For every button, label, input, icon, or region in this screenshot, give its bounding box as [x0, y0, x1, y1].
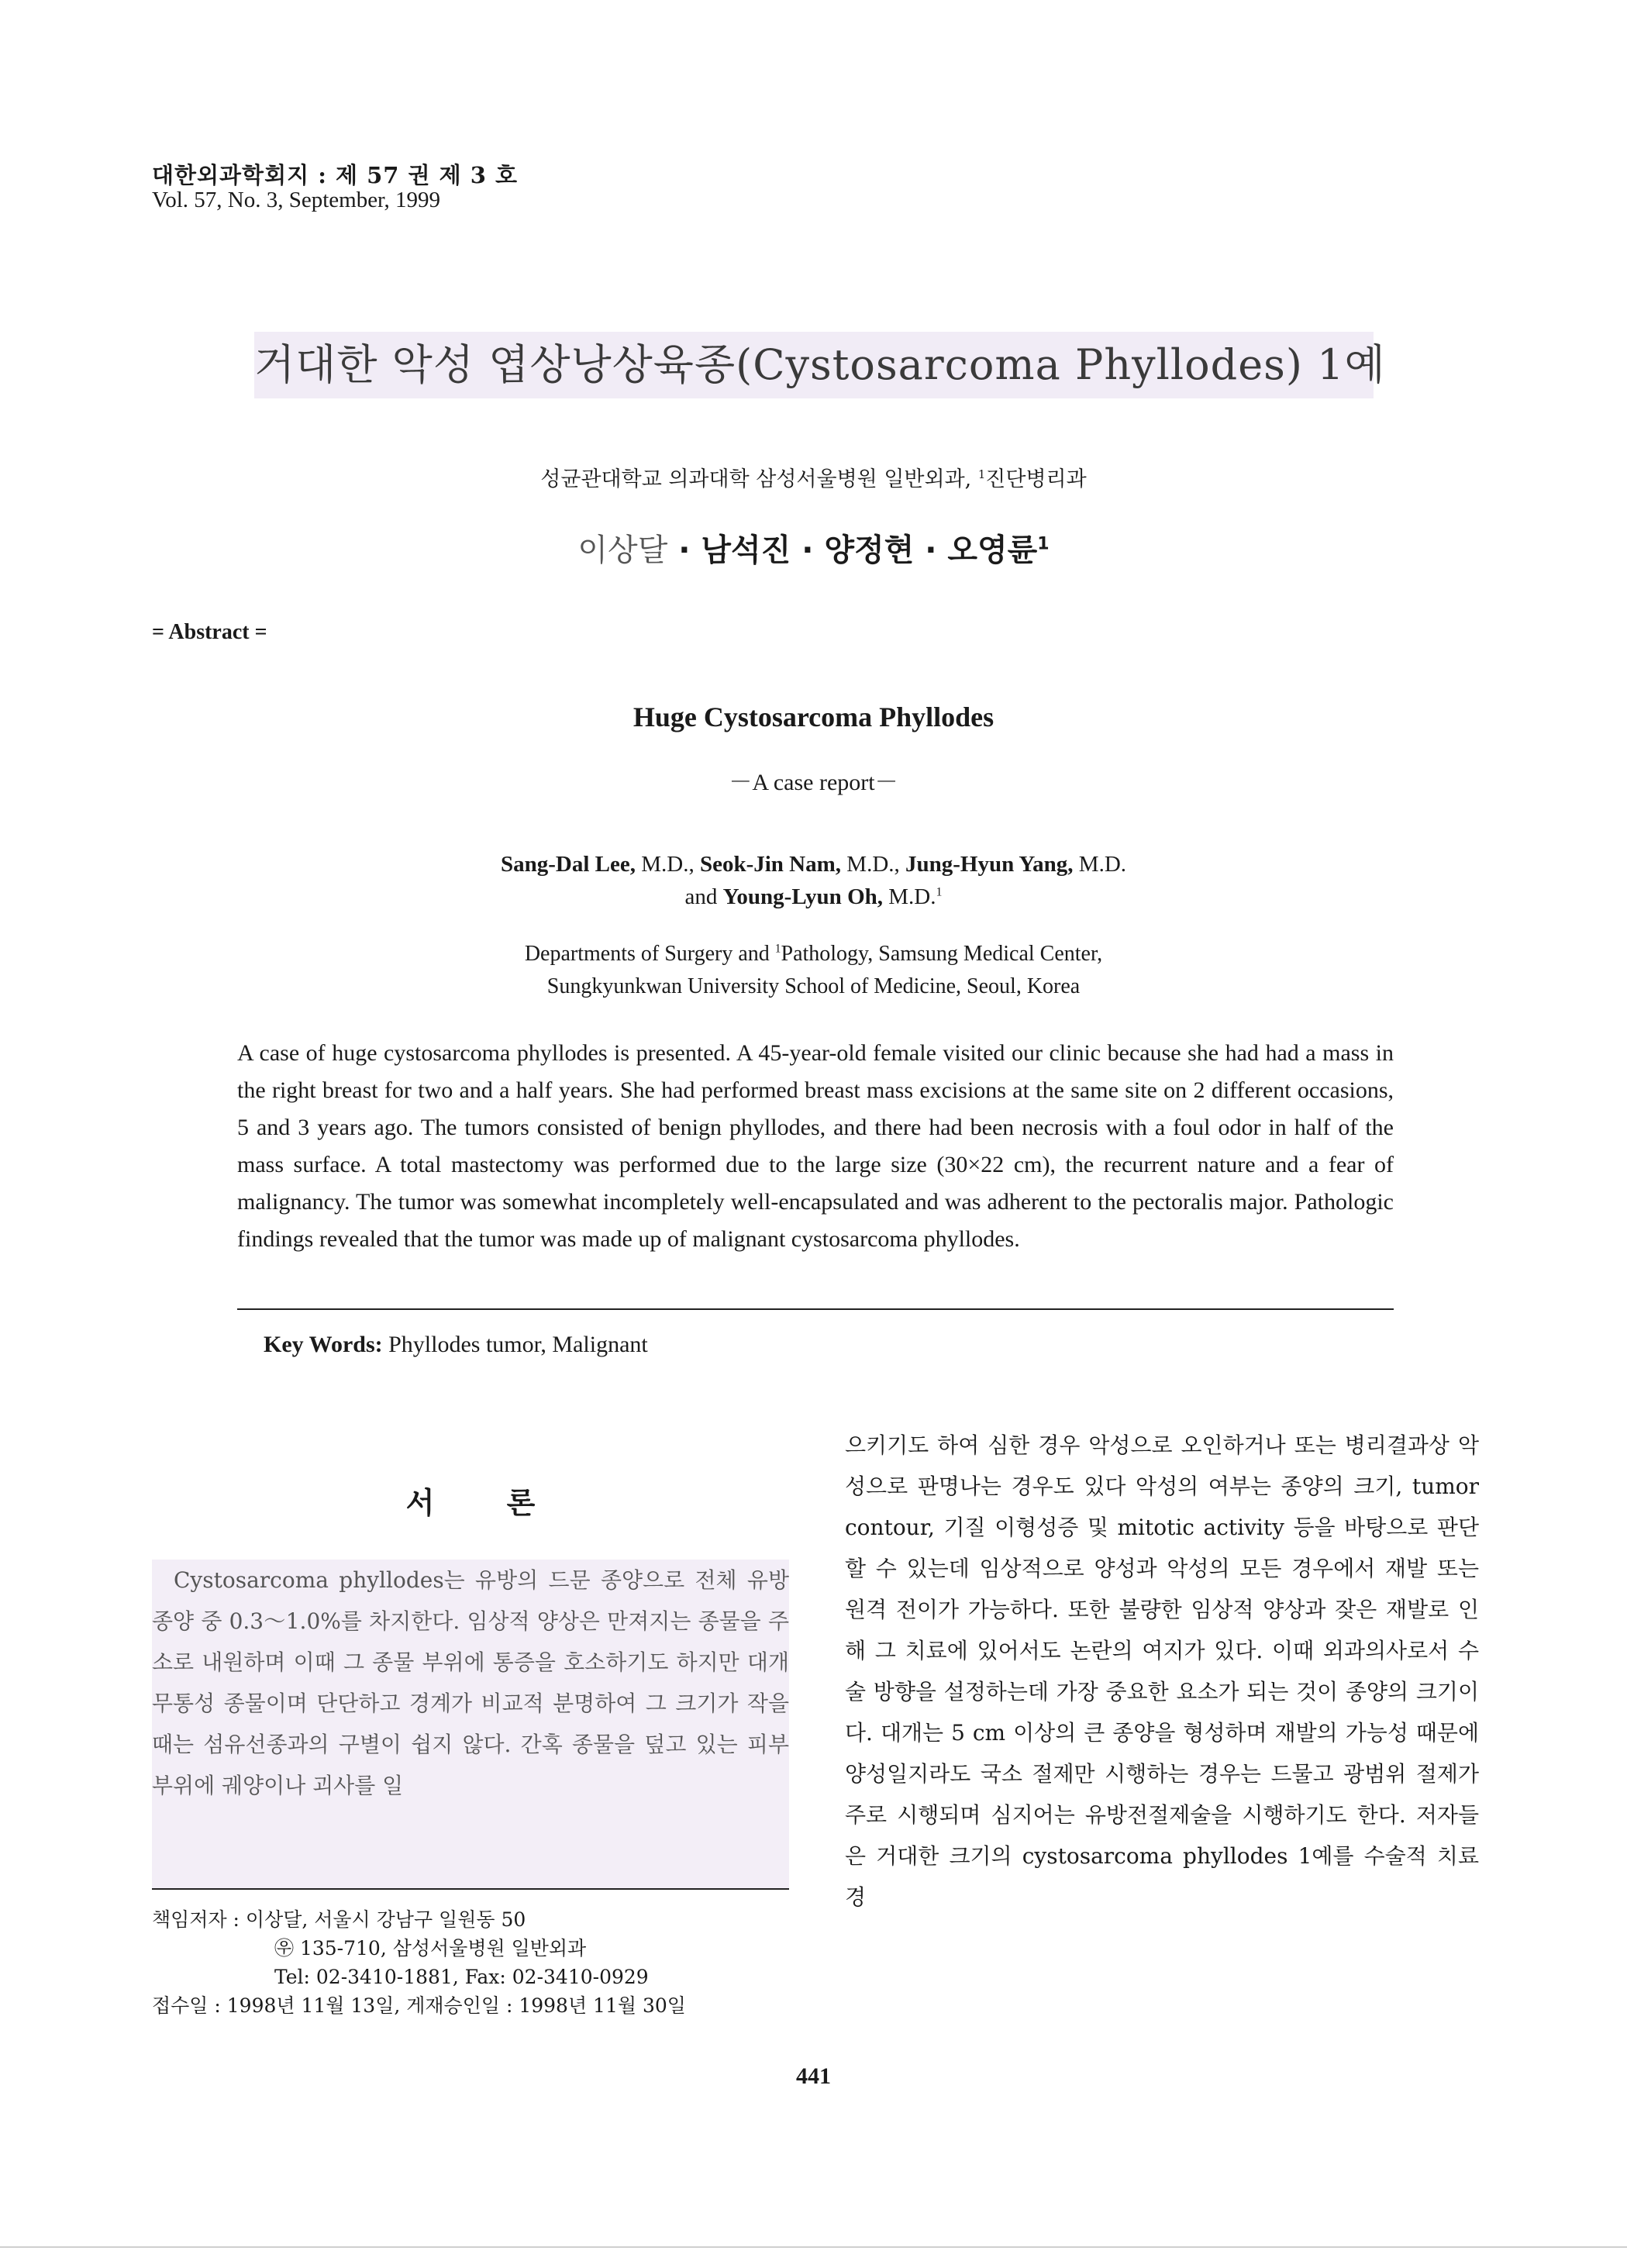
author-4-korean: 오영륜 — [947, 533, 1038, 568]
author-2-name: Seok-Jin Nam, — [699, 852, 842, 877]
body-column-right — [845, 1425, 1479, 1918]
author-4-degree: M.D. — [883, 884, 936, 909]
author-separator: · — [667, 533, 701, 568]
section-heading-left: 서 — [405, 1486, 435, 1520]
section-heading-introduction — [152, 1479, 789, 1522]
affiliation-text: 성균관대학교 의과대학 삼성서울병원 일반외과, — [540, 467, 978, 491]
footnote-line-4: 접수일 : 1998년 11월 13일, 게재승인일 : 1998년 11월 30일 — [152, 1994, 686, 2017]
footnote-divider — [152, 1888, 789, 1890]
section-heading-right: 론 — [506, 1486, 536, 1520]
footnote-line-1: 책임저자 : 이상달, 서울시 강남구 일원동 50 — [152, 1908, 526, 1931]
abstract-text: A case of huge cystosarcoma phyllodes is presented. A 45-year-old female visited our clinic because she had had a mass in the right breast for two and a half years. She had performed breast mass excisions at the same site on 2 different occasions, 5 and 3 years ago. The tumors consisted of benign phyllodes, and there had been necrosis with a foul odor in half of the mass surface. A total mastectomy was performed due to the large size (30×22 cm), the recurrent nature and a fear of malignancy. The tumor was somewhat incompletely well-encapsulated and was adherent to the pectoralis major. Pathologic findings revealed that the tumor was made up of malignant cystosarcoma phyllodes. — [237, 1040, 1394, 1252]
body-column-left — [152, 1560, 789, 1888]
body-paragraph-left: Cystosarcoma phyllodes는 유방의 드문 종양으로 전체 유방 종양 중 0.3～1.0%를 차지한다. 임상적 양상은 만져지는 종물을 주소로 내원하며 이때 그 종물 부위에 통증을 호소하기도 하지만 대개 무통성 종물이며 단단하고 경계가 비교적 분명하여 그 크기가 작을 때는 섬유선종과의 구별이 쉽지 않다. 간혹 종물을 덮고 있는 피부 부위에 궤양이나 괴사를 일 — [152, 1567, 789, 1798]
journal-name-korean: 대한외과학회지 : 제 57 권 제 3 호 — [152, 162, 519, 188]
footnote-line-2: ㉾ 135-710, 삼성서울병원 일반외과 — [274, 1937, 587, 1960]
english-authors — [0, 848, 1627, 913]
keywords-label: Key Words: — [264, 1332, 383, 1357]
departments-text-b: Pathology, Samsung Medical Center, — [781, 942, 1103, 966]
correspondence-footnote — [152, 1905, 803, 2020]
author-3-degree: M.D. — [1073, 852, 1127, 877]
authors-korean — [0, 526, 1627, 570]
author-3-name: Jung-Hyun Yang, — [905, 852, 1074, 877]
author-separator: · — [791, 533, 825, 568]
author-4-name: Young-Lyun Oh, — [722, 884, 883, 909]
article-title-korean: 거대한 악성 엽상낭상육종(Cystosarcoma Phyllodes) 1예 — [254, 332, 1374, 398]
departments-superscript: 1 — [774, 942, 781, 956]
departments-line-2: Sungkyunkwan University School of Medicine, Seoul, Korea — [546, 974, 1081, 998]
author-1-degree: M.D., — [635, 852, 700, 877]
journal-volume-english: Vol. 57, No. 3, September, 1999 — [152, 188, 441, 212]
author-1-name: Sang-Dal Lee, — [500, 852, 636, 877]
page-bottom-edge — [0, 2246, 1627, 2248]
english-subtitle: －A case report－ — [729, 770, 898, 795]
abstract-label: = Abstract = — [152, 620, 267, 644]
author-2-degree: M.D., — [841, 852, 906, 877]
author-2-korean: 남석진 — [701, 533, 791, 568]
keywords — [264, 1332, 648, 1358]
author-4-superscript: 1 — [1037, 534, 1050, 554]
english-departments — [0, 938, 1627, 1003]
author-3-korean: 양정현 — [824, 533, 915, 568]
body-paragraph-right: 으키기도 하여 심한 경우 악성으로 오인하거나 또는 병리결과상 악성으로 판명나는 경우도 있다 악성의 여부는 종양의 크기, tumor contour, 기질 이형성증 및 mitotic activity 등을 바탕으로 판단할 수 있는데 임상적으로 양성과 악성의 모든 경우에서 재발 또는 원격 전이가 가능하다. 또한 불량한 임상적 양상과 잦은 재발로 인해 그 치료에 있어서도 논란의 여지가 있다. 이때 외과의사로서 수술 방향을 설정하는데 가장 중요한 요소가 되는 것이 종양의 크기이다. 대개는 5 cm 이상의 큰 종양을 형성하며 재발의 가능성 때문에 양성일지라도 국소 절제만 시행하는 경우는 드물고 광범위 절제가 주로 시행되며 심지어는 유방전절제술을 시행하기도 한다. 저자들은 거대한 크기의 cystosarcoma phyllodes 1예를 수술적 치료 경 — [845, 1432, 1479, 1910]
footnote-line-3: Tel: 02-3410-1881, Fax: 02-3410-0929 — [274, 1966, 649, 1988]
keywords-text: Phyllodes tumor, Malignant — [382, 1332, 648, 1357]
affiliation-text-2: 진단병리과 — [985, 467, 1087, 491]
author-1-korean: 이상달 — [577, 533, 668, 568]
page-number: 441 — [796, 2063, 831, 2089]
english-title: Huge Cystosarcoma Phyllodes — [633, 701, 994, 732]
author-and: and — [684, 884, 723, 909]
author-4-en-superscript: 1 — [936, 885, 943, 899]
author-separator: · — [914, 533, 948, 568]
english-authors-line-1 — [0, 848, 1627, 881]
english-authors-line-2 — [0, 881, 1627, 913]
affiliation-superscript: 1 — [977, 467, 986, 481]
departments-text-a: Departments of Surgery and — [524, 942, 775, 966]
departments-line-1 — [0, 938, 1627, 970]
affiliation-korean — [0, 462, 1627, 492]
abstract-divider — [237, 1308, 1394, 1310]
